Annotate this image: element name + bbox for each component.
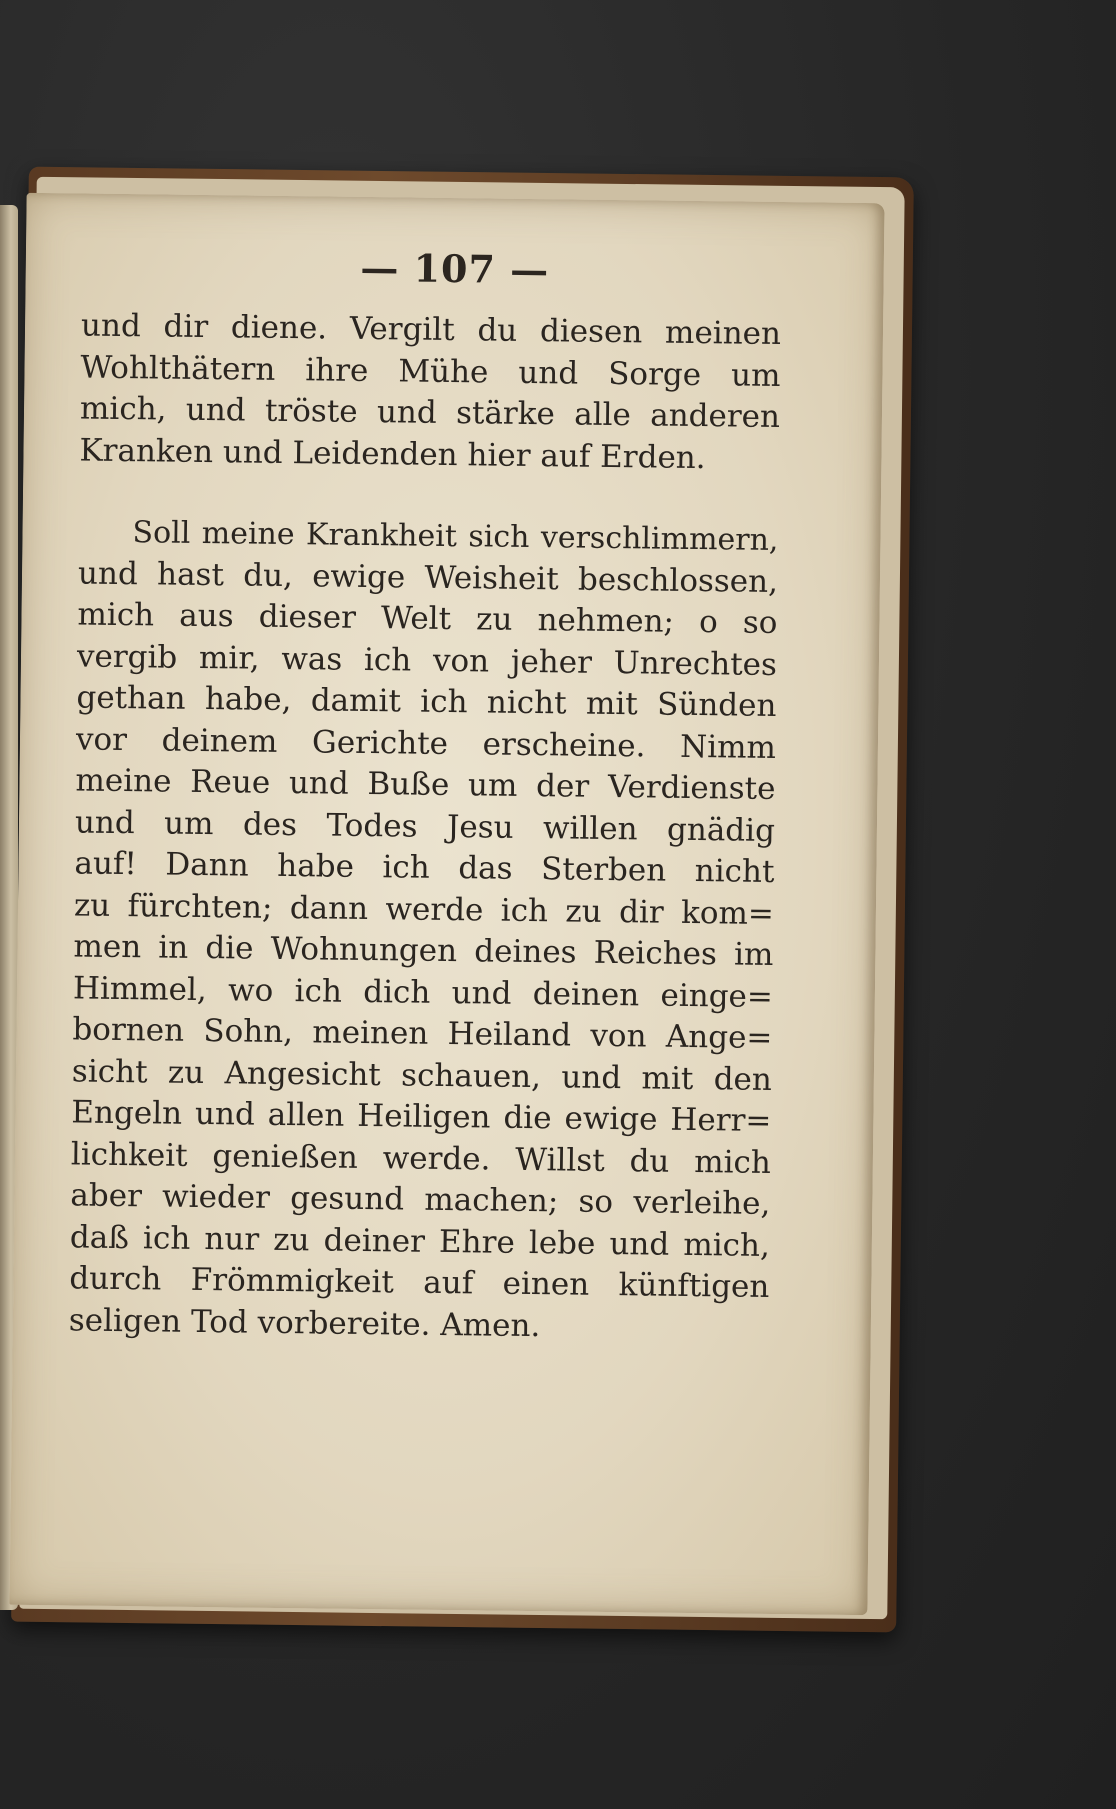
text-line: vor deinem Gerichte erscheine. Nimm [75, 720, 777, 766]
text-line: vergib mir, was ich von jeher Unrechtes [76, 637, 778, 683]
text-line: mich, und tröste und stärke alle anderen [79, 390, 781, 436]
text-line: sicht zu Angesicht schauen, und mit den [71, 1052, 773, 1098]
text-line: aber wieder gesund machen; so verleihe, [70, 1177, 771, 1222]
page-number: — 107 — [360, 244, 550, 293]
text-line: seligen Tod vorbereite. Amen. [68, 1301, 541, 1344]
text-line: gethan habe, damit ich nicht mit Sünden [76, 679, 777, 725]
text-line: Soll meine Krankheit sich verschlimmern, [132, 515, 779, 559]
text-line: und um des Todes Jesu willen gnädig [74, 803, 776, 849]
text-line: und dir diene. Vergilt du diesen meinen [80, 307, 782, 353]
text-line: daß ich nur zu deiner Ehre lebe und mich, [69, 1218, 771, 1264]
text-line: durch Frömmigkeit auf einen künftigen [69, 1260, 770, 1305]
text-line: zu fürchten; dann werde ich zu dir kom= [73, 886, 775, 932]
text-line: bornen Sohn, meinen Heiland von Ange= [72, 1011, 773, 1056]
text-line: mich aus dieser Welt zu nehmen; o so [77, 596, 778, 642]
book-page [9, 193, 884, 1615]
text-line: lichkeit genießen werde. Willst du mich [70, 1135, 772, 1181]
text-line: auf! Dann habe ich das Sterben nicht [74, 845, 775, 890]
text-line: Engeln und allen Heiligen die ewige Herr= [71, 1094, 772, 1139]
text-block [69, 305, 782, 1349]
text-line: und hast du, ewige Weisheit beschlossen, [77, 554, 779, 600]
text-line: Kranken und Leidenden hier auf Erden. [79, 431, 706, 476]
text-line: Himmel, wo ich dich und deinen einge= [72, 969, 774, 1015]
text-line: men in die Wohnungen deines Reiches im [73, 928, 774, 973]
text-line: Wohlthätern ihre Mühe und Sorge um [80, 348, 781, 394]
text-line: meine Reue und Buße um der Verdienste [75, 762, 776, 808]
